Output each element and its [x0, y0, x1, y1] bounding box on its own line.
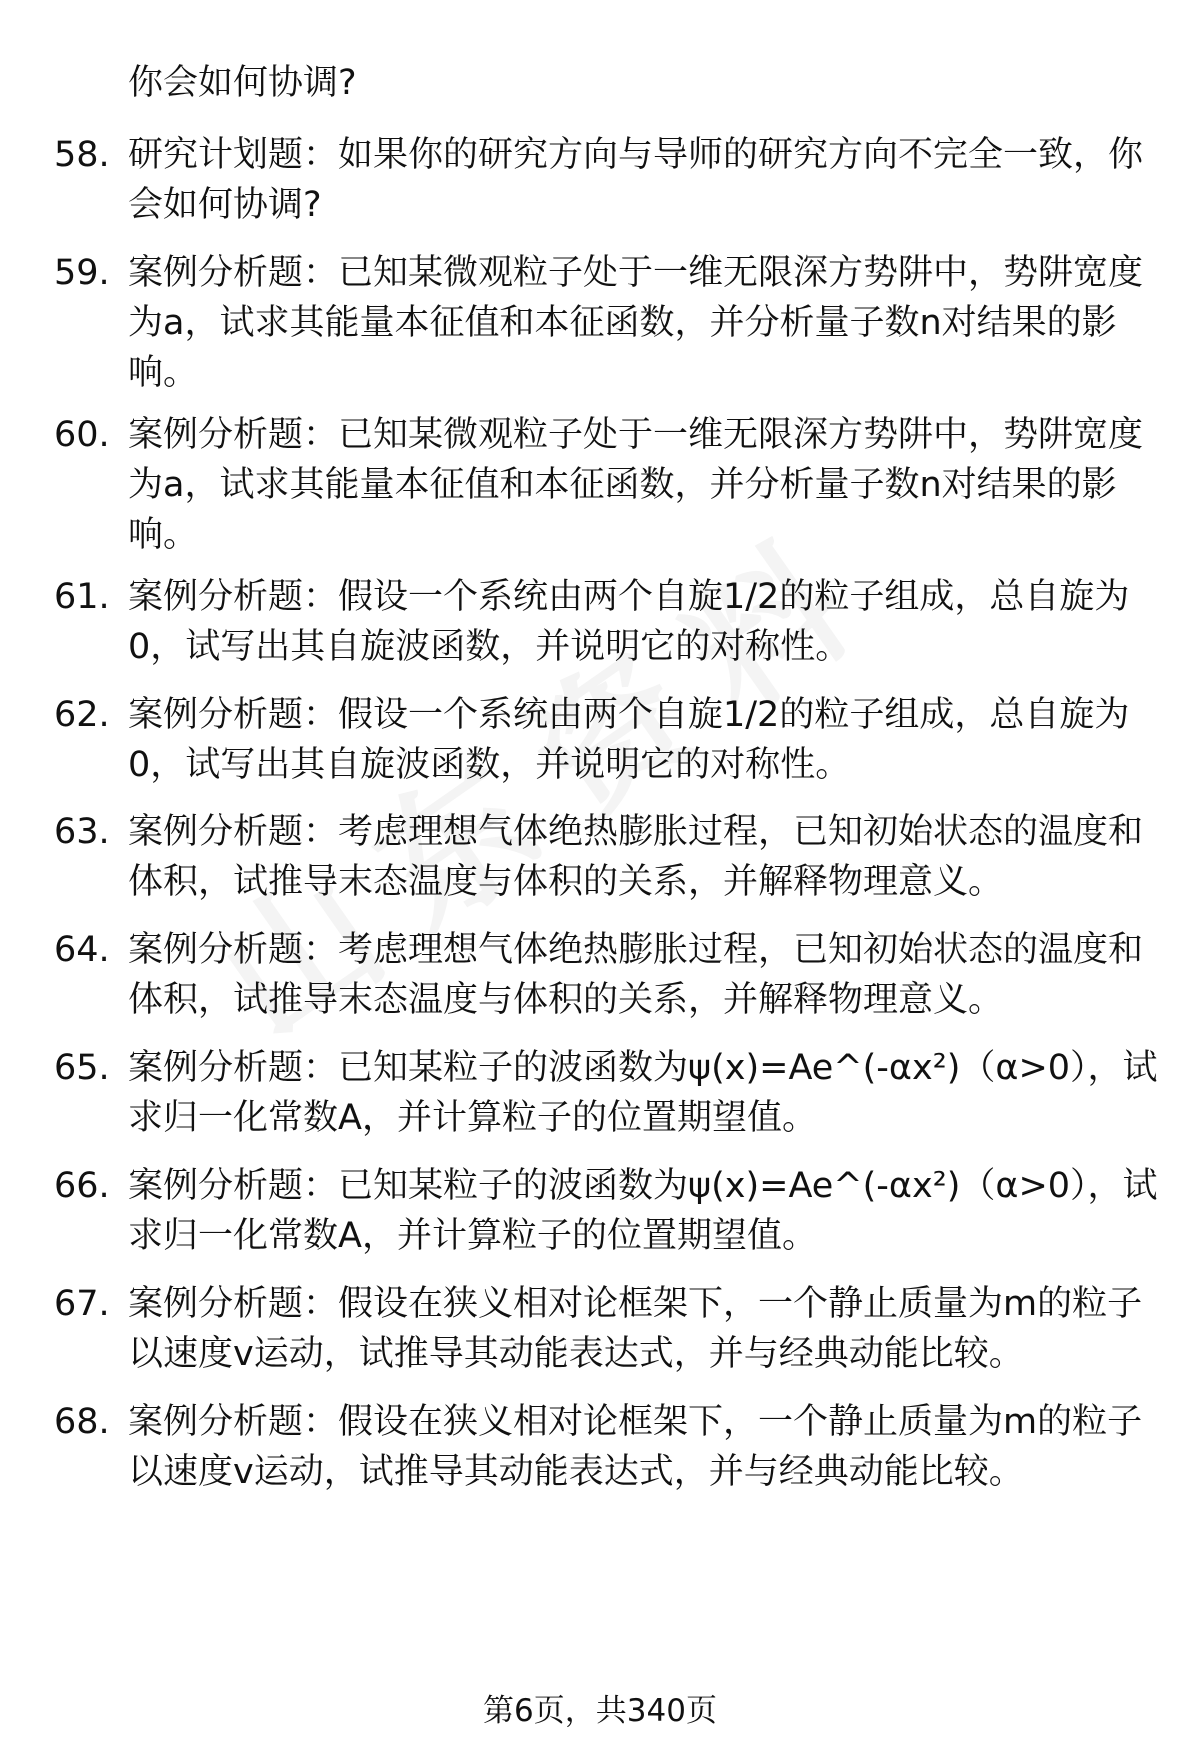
question-text: 案例分析题：假设一个系统由两个自旋1/2的粒子组成，总自旋为0，试写出其自旋波函数，并说明它的对称性。 [128, 695, 1130, 785]
question-text: 案例分析题：已知某粒子的波函数为ψ(x)=Ae^(-αx²)（α>0），试求归一化常数A，并计算粒子的位置期望值。 [128, 1048, 1158, 1138]
question-text: 案例分析题：考虑理想气体绝热膨胀过程，已知初始状态的温度和体积，试推导末态温度与体积的关系，并解释物理意义。 [128, 812, 1144, 902]
question-text: 案例分析题：已知某微观粒子处于一维无限深方势阱中，势阱宽度为a，试求其能量本征值和本征函数，并分析量子数n对结果的影响。 [128, 415, 1144, 555]
question-number: 67. [54, 1284, 110, 1324]
question-number: 59. [54, 253, 110, 293]
question-text: 案例分析题：假设在狭义相对论框架下，一个静止质量为m的粒子以速度v运动，试推导其动能表达式，并与经典动能比较。 [128, 1284, 1143, 1374]
continuation-text: 你会如何协调? [128, 63, 357, 103]
question-number: 58. [54, 135, 110, 175]
question-number: 64. [54, 930, 110, 970]
question-number: 60. [54, 415, 110, 455]
question-text: 案例分析题：已知某粒子的波函数为ψ(x)=Ae^(-αx²)（α>0），试求归一化常数A，并计算粒子的位置期望值。 [128, 1166, 1158, 1256]
page-footer: 第6页，共340页 [483, 1693, 717, 1729]
question-number: 61. [54, 577, 110, 617]
question-text: 案例分析题：假设一个系统由两个自旋1/2的粒子组成，总自旋为0，试写出其自旋波函数，并说明它的对称性。 [128, 577, 1130, 667]
question-text: 案例分析题：考虑理想气体绝热膨胀过程，已知初始状态的温度和体积，试推导末态温度与体积的关系，并解释物理意义。 [128, 930, 1144, 1020]
question-text: 案例分析题：假设在狭义相对论框架下，一个静止质量为m的粒子以速度v运动，试推导其动能表达式，并与经典动能比较。 [128, 1402, 1143, 1492]
question-text: 案例分析题：已知某微观粒子处于一维无限深方势阱中，势阱宽度为a，试求其能量本征值和本征函数，并分析量子数n对结果的影响。 [128, 253, 1144, 393]
question-number: 66. [54, 1166, 110, 1206]
question-number: 68. [54, 1402, 110, 1442]
question-number: 63. [54, 812, 110, 852]
question-number: 65. [54, 1048, 110, 1088]
question-text: 研究计划题：如果你的研究方向与导师的研究方向不完全一致，你会如何协调? [128, 135, 1144, 225]
question-number: 62. [54, 695, 110, 735]
